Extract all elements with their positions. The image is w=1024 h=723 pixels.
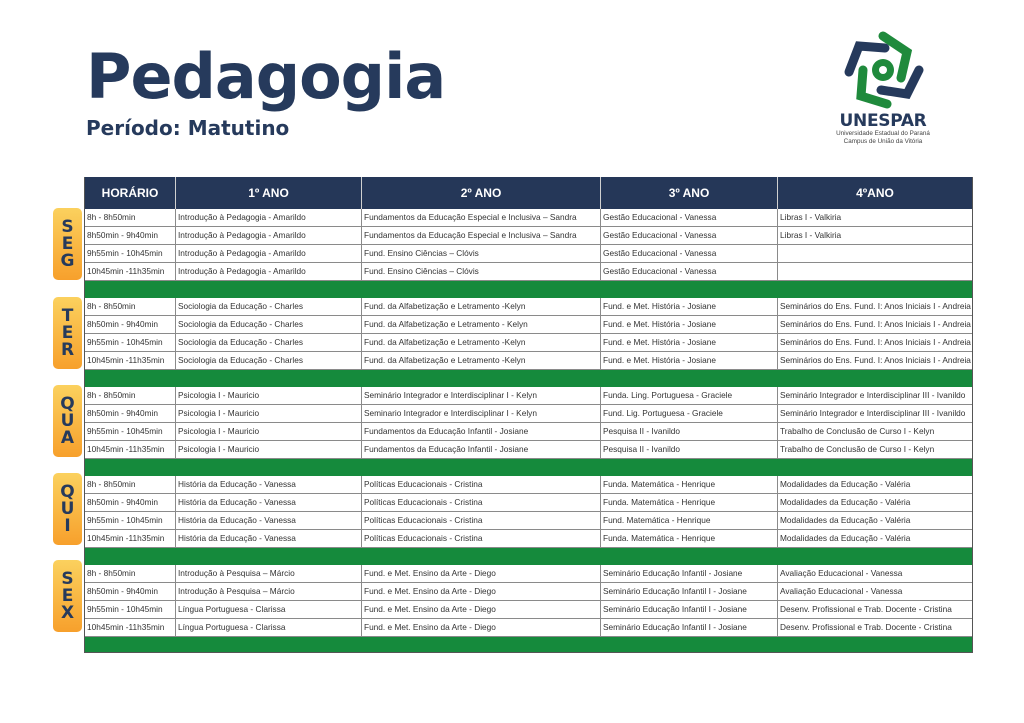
- day-separator: [85, 370, 972, 387]
- class-cell: Psicologia I - Mauricio: [176, 441, 362, 458]
- class-cell: Modalidades da Educação - Valéria: [780, 515, 911, 525]
- class-cell: Fund. e Met. História - Josiane: [601, 334, 778, 351]
- time-cell: 10h45min -11h35min: [85, 263, 176, 280]
- table-row: [85, 512, 972, 530]
- class-cell: Fund. Matemática - Henrique: [601, 512, 778, 529]
- class-cell: Introdução à Pedagogia - Amarildo: [176, 245, 362, 262]
- weekday-letter: T: [61, 305, 74, 326]
- class-cell: Gestão Educacional - Vanessa: [601, 263, 778, 280]
- day-separator: [85, 281, 972, 298]
- time-cell: 9h55min - 10h45min: [85, 423, 176, 440]
- class-cell: Fundamentos da Educação Especial e Inclusiva – Sandra: [362, 227, 601, 244]
- class-cell: Trabalho de Conclusão de Curso I - Kelyn: [780, 426, 935, 436]
- class-cell: Seminários do Ens. Fund. I: Anos Iniciais I - Andreia: [780, 319, 971, 329]
- weekday-letter: Q: [60, 393, 75, 414]
- class-cell: Sociologia da Educação - Charles: [176, 352, 362, 369]
- class-cell: Funda. Ling. Portuguesa - Graciele: [601, 387, 778, 404]
- class-cell: Fundamentos da Educação Especial e Inclusiva – Sandra: [362, 209, 601, 226]
- table-body: [85, 209, 972, 653]
- class-cell: Libras I - Valkiria: [780, 212, 842, 222]
- day-separator: [85, 459, 972, 476]
- class-cell: Trabalho de Conclusão de Curso I - Kelyn: [780, 444, 935, 454]
- column-header: 1º ANO: [176, 177, 362, 209]
- class-cell: Psicologia I - Mauricio: [176, 405, 362, 422]
- weekday-letter: R: [60, 339, 75, 360]
- weekday-letter: U: [60, 410, 75, 431]
- time-cell: 8h50min - 9h40min: [85, 227, 176, 244]
- time-cell: 10h45min -11h35min: [85, 619, 176, 636]
- class-cell: História da Educação - Vanessa: [176, 476, 362, 493]
- class-cell: Fund. da Alfabetização e Letramento -Kelyn: [362, 298, 601, 315]
- class-cell: Fund. e Met. Ensino da Arte - Diego: [362, 565, 601, 582]
- class-cell: Modalidades da Educação - Valéria: [780, 479, 911, 489]
- day-separator: [85, 548, 972, 565]
- class-cell: Avaliação Educacional - Vanessa: [780, 568, 903, 578]
- class-cell: Funda. Matemática - Henrique: [601, 494, 778, 511]
- class-cell: Políticas Educacionais - Cristina: [362, 494, 601, 511]
- table-row: [85, 565, 972, 583]
- time-cell: 10h45min -11h35min: [85, 530, 176, 547]
- weekday-letter: Q: [60, 481, 75, 502]
- class-cell: Seminário Educação Infantil I - Josiane: [601, 601, 778, 618]
- time-cell: 9h55min - 10h45min: [85, 512, 176, 529]
- class-cell: [778, 245, 972, 262]
- table-row: [85, 423, 972, 441]
- class-cell: Gestão Educacional - Vanessa: [601, 209, 778, 226]
- class-cell: História da Educação - Vanessa: [176, 494, 362, 511]
- class-cell: Políticas Educacionais - Cristina: [362, 476, 601, 493]
- class-cell: Fund. e Met. História - Josiane: [601, 352, 778, 369]
- class-cell: Fund. Ensino Ciências – Clóvis: [362, 245, 601, 262]
- column-header: 3º ANO: [601, 177, 778, 209]
- time-cell: 10h45min -11h35min: [85, 352, 176, 369]
- class-cell: Gestão Educacional - Vanessa: [601, 245, 778, 262]
- class-cell: Fund. da Alfabetização e Letramento -Kelyn: [362, 334, 601, 351]
- table-row: [85, 601, 972, 619]
- time-cell: 8h - 8h50min: [85, 298, 176, 315]
- weekday-badge: [53, 560, 82, 632]
- time-cell: 8h - 8h50min: [85, 209, 176, 226]
- class-cell: História da Educação - Vanessa: [176, 512, 362, 529]
- class-cell: Funda. Matemática - Henrique: [601, 530, 778, 547]
- weekday-letter: E: [61, 322, 74, 343]
- weekday-badge: [53, 208, 82, 280]
- time-cell: 8h50min - 9h40min: [85, 405, 176, 422]
- weekday-letter: A: [60, 427, 75, 448]
- class-cell: Fund. e Met. Ensino da Arte - Diego: [362, 601, 601, 618]
- class-cell: Seminário Educação Infantil - Josiane: [601, 565, 778, 582]
- table-row: [85, 227, 972, 245]
- weekday-letter: S: [61, 568, 74, 589]
- class-cell: Seminário Educação Infantil I - Josiane: [601, 619, 778, 636]
- table-header: [85, 177, 972, 209]
- class-cell: Fund. e Met. História - Josiane: [601, 298, 778, 315]
- class-cell: Língua Portuguesa - Clarissa: [176, 601, 362, 618]
- weekday-letter: E: [61, 233, 74, 254]
- weekday-letter: U: [60, 498, 75, 519]
- column-header: HORÁRIO: [85, 177, 176, 209]
- class-cell: Modalidades da Educação - Valéria: [780, 497, 911, 507]
- class-cell: Fund. Lig. Portuguesa - Graciele: [601, 405, 778, 422]
- table-row: [85, 298, 972, 316]
- class-cell: Desenv. Profissional e Trab. Docente - Cristina: [780, 622, 952, 632]
- table-row: [85, 387, 972, 405]
- time-cell: 8h50min - 9h40min: [85, 583, 176, 600]
- table-row: [85, 530, 972, 548]
- table-row: [85, 245, 972, 263]
- time-cell: 10h45min -11h35min: [85, 441, 176, 458]
- table-row: [85, 334, 972, 352]
- class-cell: Introdução à Pedagogia - Amarildo: [176, 209, 362, 226]
- class-cell: Psicologia I - Mauricio: [176, 387, 362, 404]
- page-subtitle: Período: Matutino: [86, 116, 290, 140]
- logo-brand: UNESPAR: [839, 111, 927, 131]
- day-separator: [85, 637, 972, 653]
- unespar-logo: [828, 30, 938, 145]
- class-cell: Desenv. Profissional e Trab. Docente - Cristina: [780, 604, 952, 614]
- class-cell: Políticas Educacionais - Cristina: [362, 530, 601, 547]
- time-cell: 9h55min - 10h45min: [85, 245, 176, 262]
- class-cell: Fund. da Alfabetização e Letramento -Kelyn: [362, 352, 601, 369]
- class-cell: Fund. da Alfabetização e Letramento - Kelyn: [362, 316, 601, 333]
- class-cell: Introdução à Pesquisa – Márcio: [176, 565, 362, 582]
- class-cell: Fund. Ensino Ciências – Clóvis: [362, 263, 601, 280]
- column-header: 4ºANO: [856, 186, 894, 200]
- time-cell: 8h - 8h50min: [85, 387, 176, 404]
- weekday-letter: X: [60, 602, 75, 623]
- class-cell: Fundamentos da Educação Infantil - Josiane: [362, 423, 601, 440]
- time-cell: 9h55min - 10h45min: [85, 601, 176, 618]
- table-row: [85, 405, 972, 423]
- class-cell: Introdução à Pedagogia - Amarildo: [176, 227, 362, 244]
- class-cell: Avaliação Educacional - Vanessa: [780, 586, 903, 596]
- class-cell: Pesquisa II - Ivanildo: [601, 441, 778, 458]
- schedule-table: [84, 177, 973, 653]
- class-cell: Fundamentos da Educação Infantil - Josiane: [362, 441, 601, 458]
- weekday-letter: G: [60, 250, 75, 271]
- class-cell: História da Educação - Vanessa: [176, 530, 362, 547]
- class-cell: Seminário Integrador e Interdisciplinar I - Kelyn: [362, 387, 601, 404]
- time-cell: 8h - 8h50min: [85, 565, 176, 582]
- time-cell: 8h50min - 9h40min: [85, 494, 176, 511]
- table-row: [85, 352, 972, 370]
- class-cell: Libras I - Valkiria: [780, 230, 842, 240]
- class-cell: Seminários do Ens. Fund. I: Anos Iniciais I - Andreia: [780, 355, 971, 365]
- page-title: Pedagogia: [86, 40, 446, 113]
- weekday-badge: [53, 385, 82, 457]
- table-row: [85, 316, 972, 334]
- table-row: [85, 263, 972, 281]
- class-cell: Língua Portuguesa - Clarissa: [176, 619, 362, 636]
- class-cell: Seminário Integrador e Interdisciplinar III - Ivanildo: [780, 408, 966, 418]
- column-header: 2º ANO: [362, 177, 601, 209]
- class-cell: Gestão Educacional - Vanessa: [601, 227, 778, 244]
- logo-university: Universidade Estadual do Paraná: [836, 130, 930, 137]
- weekday-letter: S: [61, 216, 74, 237]
- table-row: [85, 209, 972, 227]
- class-cell: Sociologia da Educação - Charles: [176, 298, 362, 315]
- weekday-letter: I: [64, 515, 71, 536]
- class-cell: Fund. e Met. Ensino da Arte - Diego: [362, 583, 601, 600]
- time-cell: 9h55min - 10h45min: [85, 334, 176, 351]
- class-cell: Sociologia da Educação - Charles: [176, 334, 362, 351]
- class-cell: Funda. Matemática - Henrique: [601, 476, 778, 493]
- weekday-letter: E: [61, 585, 74, 606]
- class-cell: Modalidades da Educação - Valéria: [780, 533, 911, 543]
- class-cell: Pesquisa II - Ivanildo: [601, 423, 778, 440]
- class-cell: [778, 263, 972, 280]
- class-cell: Políticas Educacionais - Cristina: [362, 512, 601, 529]
- table-row: [85, 619, 972, 637]
- time-cell: 8h50min - 9h40min: [85, 316, 176, 333]
- class-cell: Seminários do Ens. Fund. I: Anos Iniciais I - Andreia: [780, 337, 971, 347]
- table-row: [85, 441, 972, 459]
- class-cell: Seminário Integrador e Interdisciplinar III - Ivanildo: [780, 390, 966, 400]
- class-cell: Psicologia I - Mauricio: [176, 423, 362, 440]
- class-cell: Fund. e Met. Ensino da Arte - Diego: [362, 619, 601, 636]
- class-cell: Sociologia da Educação - Charles: [176, 316, 362, 333]
- unespar-emblem-icon: [841, 30, 925, 110]
- table-row: [85, 583, 972, 601]
- class-cell: Seminários do Ens. Fund. I: Anos Iniciais I - Andreia: [780, 301, 971, 311]
- class-cell: Seminário Educação Infantil I - Josiane: [601, 583, 778, 600]
- class-cell: Introdução à Pedagogia - Amarildo: [176, 263, 362, 280]
- logo-campus: Campus de União da Vitória: [843, 138, 923, 145]
- weekday-badge: [53, 297, 82, 369]
- weekday-badge: [53, 473, 82, 545]
- table-row: [85, 476, 972, 494]
- table-row: [85, 494, 972, 512]
- class-cell: Introdução à Pesquisa – Márcio: [176, 583, 362, 600]
- time-cell: 8h - 8h50min: [85, 476, 176, 493]
- class-cell: Fund. e Met. História - Josiane: [601, 316, 778, 333]
- class-cell: Seminario Integrador e Interdisciplinar I - Kelyn: [362, 405, 601, 422]
